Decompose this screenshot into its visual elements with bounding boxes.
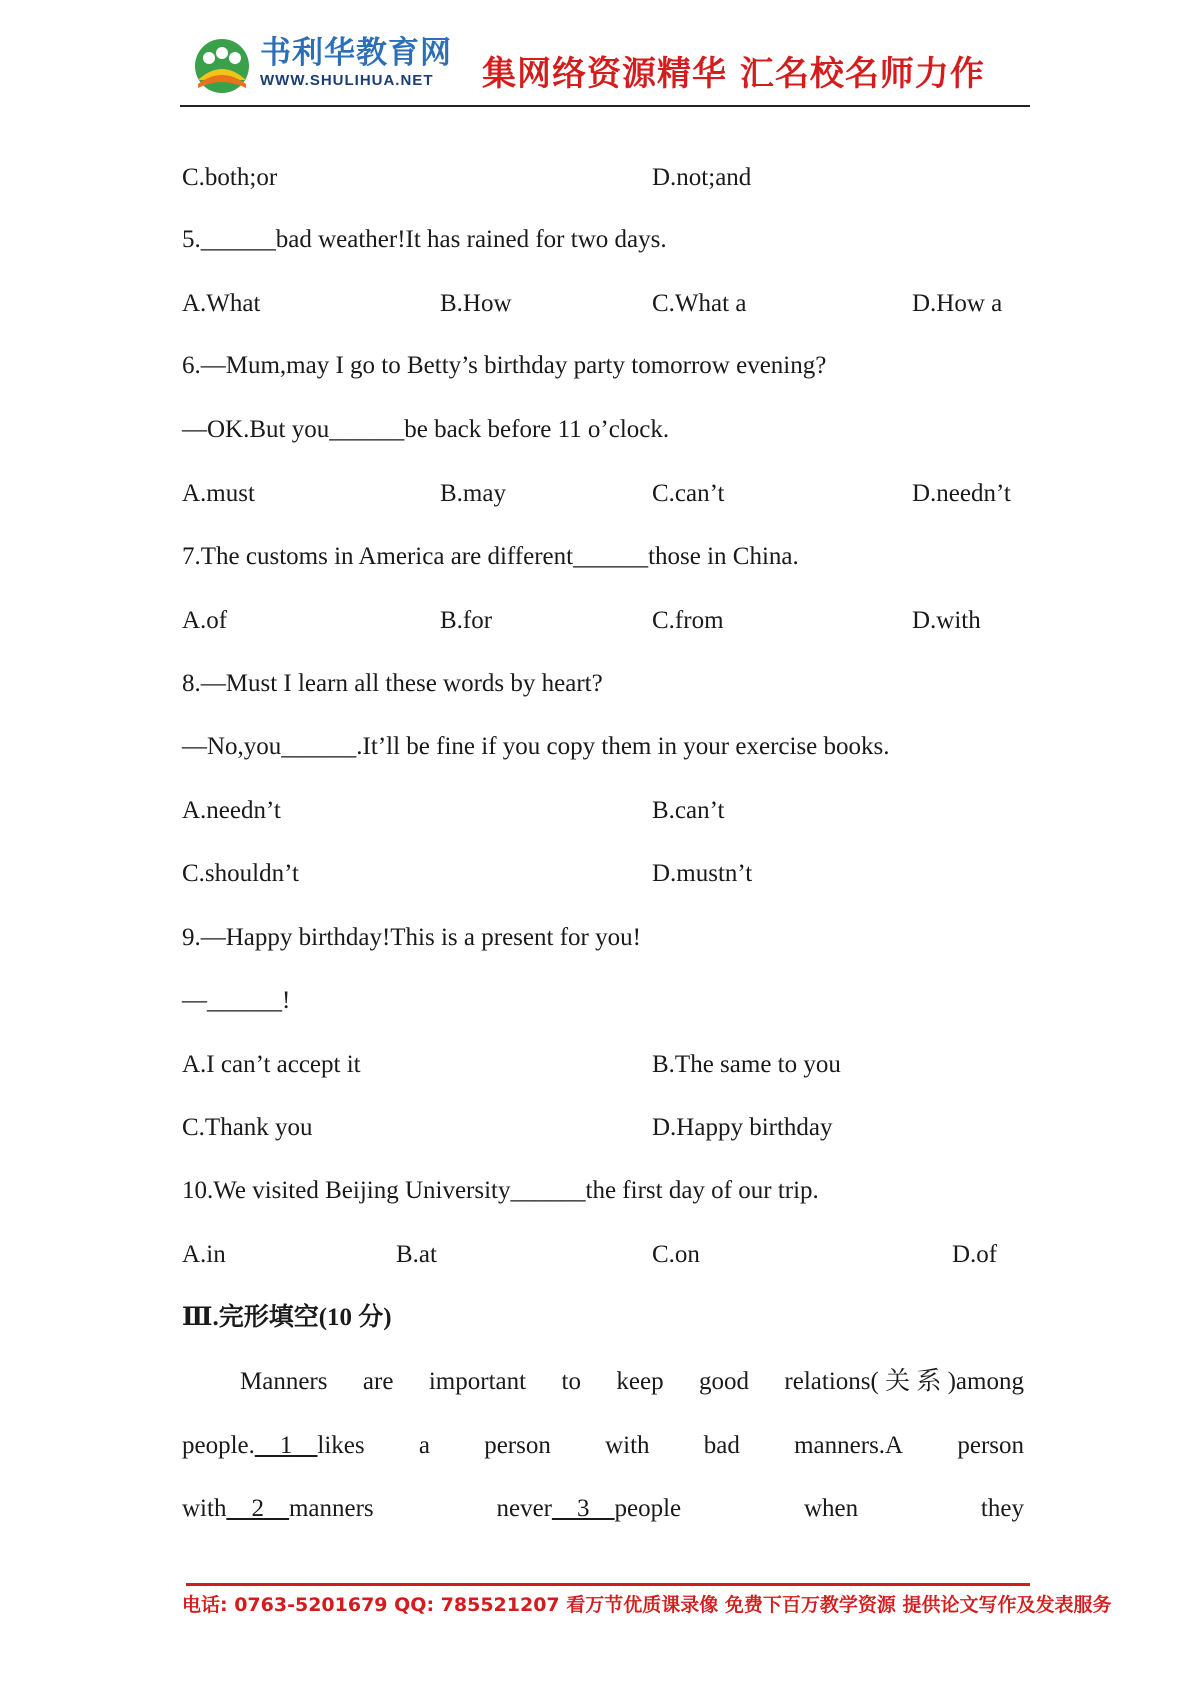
blank-number-2: 2 — [251, 1495, 264, 1522]
q4-option-d: D.not;and — [652, 164, 752, 191]
q10-option-c: C.on — [652, 1241, 700, 1268]
passage-word: Manners — [240, 1368, 328, 1395]
passage-word: people — [614, 1495, 682, 1522]
passage-word: relations( 关 系 )among — [784, 1368, 1024, 1395]
passage-word: manners.A — [794, 1432, 904, 1459]
passage-blank-3-segment — [496, 1493, 681, 1525]
passage-blank-2-segment — [182, 1493, 374, 1525]
blank-underline: __ — [552, 1495, 577, 1522]
site-header — [180, 28, 1030, 108]
q10-option-a: A.in — [182, 1241, 226, 1268]
q6-option-d: D.needn’t — [912, 480, 1011, 507]
blank-underline: __ — [226, 1495, 252, 1522]
q8-option-b: B.can’t — [652, 797, 725, 824]
q6-option-a: A.must — [182, 480, 255, 507]
q8-stem: 8.—Must I learn all these words by heart? — [182, 670, 603, 697]
footer-divider — [186, 1583, 1030, 1586]
q8-option-a: A.needn’t — [182, 797, 281, 824]
q7-option-b: B.for — [440, 607, 493, 634]
passage-word: they — [980, 1495, 1024, 1522]
section-heading-cloze: Ⅲ.完形填空(10 分) — [182, 1304, 392, 1331]
passage-line-1 — [240, 1366, 1024, 1398]
q9-option-a: A.I can’t accept it — [182, 1051, 361, 1078]
passage-word: people. — [182, 1432, 255, 1459]
passage-word: with — [605, 1432, 650, 1459]
passage-word: a — [418, 1432, 430, 1459]
brand-name: 书利华教育网 — [260, 35, 452, 71]
passage-word: to — [561, 1368, 581, 1395]
passage-word: important — [428, 1368, 527, 1395]
passage-word: person — [484, 1432, 551, 1459]
passage-word: never — [496, 1495, 552, 1522]
q9-option-b: B.The same to you — [652, 1051, 841, 1078]
passage-line-2 — [182, 1430, 1024, 1462]
brand-block — [260, 36, 452, 89]
q9-reply: —______! — [182, 987, 291, 1014]
blank-underline: __ — [263, 1495, 289, 1522]
q10-stem: 10.We visited Beijing University______the first day of our trip. — [182, 1177, 819, 1204]
q5-option-c: C.What a — [652, 290, 747, 317]
q7-option-c: C.from — [652, 607, 724, 634]
q7-stem: 7.The customs in America are different______those in China. — [182, 543, 799, 570]
q4-option-c: C.both;or — [182, 164, 278, 191]
passage-word: likes — [317, 1432, 365, 1459]
blank-number-1: 1 — [279, 1432, 293, 1459]
header-slogan: 集网络资源精华 汇名校名师力作 — [482, 54, 985, 94]
passage-blank-1-segment — [182, 1430, 365, 1462]
q5-option-a: A.What — [182, 290, 261, 317]
passage-word: good — [699, 1368, 749, 1395]
q7-option-a: A.of — [182, 607, 228, 634]
q7-option-d: D.with — [912, 607, 981, 634]
q9-stem: 9.—Happy birthday!This is a present for you! — [182, 924, 641, 951]
blank-underline: __ — [589, 1495, 615, 1522]
shulihua-logo-icon — [192, 36, 252, 96]
q10-option-d: D.of — [952, 1241, 998, 1268]
q8-option-d: D.mustn’t — [652, 860, 753, 887]
blank-underline: __ — [254, 1432, 280, 1459]
q6-reply: —OK.But you______be back before 11 o’clock. — [182, 416, 670, 443]
passage-word: manners — [288, 1495, 374, 1522]
passage-word: when — [803, 1495, 859, 1522]
q6-stem: 6.—Mum,may I go to Betty’s birthday party tomorrow evening? — [182, 352, 827, 379]
passage-word: person — [957, 1432, 1024, 1459]
passage-word: keep — [616, 1368, 664, 1395]
q5-stem: 5.______bad weather!It has rained for two days. — [182, 226, 667, 253]
q8-reply: —No,you______.It’ll be fine if you copy them in your exercise books. — [182, 733, 890, 760]
q10-option-b: B.at — [396, 1241, 437, 1268]
passage-word: bad — [703, 1432, 740, 1459]
brand-url: WWW.SHULIHUA.NET — [260, 72, 434, 89]
q6-option-c: C.can’t — [652, 480, 725, 507]
q9-option-d: D.Happy birthday — [652, 1114, 833, 1141]
q6-option-b: B.may — [440, 480, 506, 507]
passage-word: are — [362, 1368, 394, 1395]
q9-option-c: C.Thank you — [182, 1114, 313, 1141]
q5-option-d: D.How a — [912, 290, 1003, 317]
blank-underline: __ — [292, 1432, 318, 1459]
blank-number-3: 3 — [577, 1495, 590, 1522]
passage-line-3 — [182, 1493, 1024, 1525]
q5-option-b: B.How — [440, 290, 512, 317]
header-divider — [180, 105, 1030, 107]
passage-word: with — [182, 1495, 227, 1522]
footer-contact: 电话: 0763-5201679 QQ: 785521207 看万节优质课录像 免费下百万教学资源 提供论文写作及发表服务 — [182, 1594, 1112, 1616]
q8-option-c: C.shouldn’t — [182, 860, 299, 887]
